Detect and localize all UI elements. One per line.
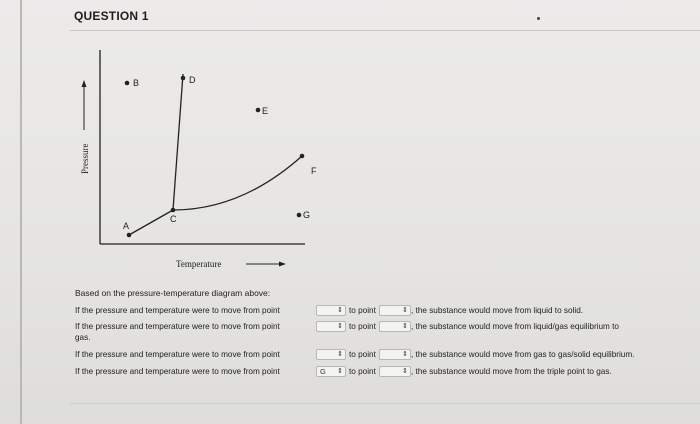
updown-arrows-icon: ⇕ bbox=[402, 307, 408, 314]
vaporization-curve bbox=[173, 156, 302, 210]
updown-arrows-icon: ⇕ bbox=[337, 351, 343, 358]
row-4-to-select[interactable] bbox=[379, 366, 411, 377]
row-1-to-select[interactable] bbox=[379, 305, 411, 316]
row-2-to-select[interactable] bbox=[379, 321, 411, 332]
melting-curve bbox=[173, 74, 183, 210]
point-e-label: E bbox=[262, 106, 269, 116]
row-3-to-select[interactable] bbox=[379, 349, 411, 360]
bottom-divider bbox=[70, 403, 700, 404]
row-4-prefix: If the pressure and temperature were to move from point bbox=[75, 367, 280, 376]
row-1-prefix: If the pressure and temperature were to move from point bbox=[75, 306, 280, 315]
phase-diagram bbox=[70, 38, 330, 278]
row-3-suffix: , the substance would move from gas to gas/solid equilibrium. bbox=[411, 350, 635, 359]
row-4-from-value: G bbox=[320, 367, 326, 376]
point-b-marker bbox=[125, 81, 130, 86]
stray-dot bbox=[537, 17, 540, 20]
row-2-suffix: , the substance would move from liquid/gas equilibrium to bbox=[411, 322, 619, 331]
updown-arrows-icon: ⇕ bbox=[337, 323, 343, 330]
x-axis-label: Temperature bbox=[176, 259, 222, 269]
row-2-from-select[interactable] bbox=[316, 321, 346, 332]
top-divider bbox=[70, 30, 700, 31]
row-3-prefix: If the pressure and temperature were to move from point bbox=[75, 350, 280, 359]
point-e-marker bbox=[256, 108, 261, 113]
row-1-middle: to point bbox=[349, 306, 376, 315]
updown-arrows-icon: ⇕ bbox=[402, 351, 408, 358]
point-g-marker bbox=[297, 213, 302, 218]
point-b-label: B bbox=[133, 78, 140, 88]
point-g-label: G bbox=[303, 210, 311, 220]
point-d-marker bbox=[181, 76, 186, 81]
point-c-label: C bbox=[170, 214, 177, 224]
row-1-from-select[interactable] bbox=[316, 305, 346, 316]
row-4-suffix: , the substance would move from the triple point to gas. bbox=[411, 367, 612, 376]
point-f-label: F bbox=[311, 166, 317, 176]
sublimation-curve bbox=[129, 210, 173, 235]
y-axis-arrowhead bbox=[82, 80, 87, 87]
row-3-from-select[interactable] bbox=[316, 349, 346, 360]
point-c-marker bbox=[171, 208, 176, 213]
y-axis-label: Pressure bbox=[80, 143, 90, 174]
updown-arrows-icon: ⇕ bbox=[337, 307, 343, 314]
updown-arrows-icon: ⇕ bbox=[402, 368, 408, 375]
row-2-middle: to point bbox=[349, 322, 376, 331]
x-axis-arrowhead bbox=[279, 262, 286, 267]
left-border bbox=[20, 0, 22, 424]
row-3-middle: to point bbox=[349, 350, 376, 359]
row-2-prefix: If the pressure and temperature were to move from point bbox=[75, 322, 280, 331]
updown-arrows-icon: ⇕ bbox=[402, 323, 408, 330]
point-d-label: D bbox=[189, 75, 196, 85]
question-title: QUESTION 1 bbox=[74, 9, 149, 23]
point-f-marker bbox=[300, 154, 305, 159]
point-a-marker bbox=[127, 233, 132, 238]
row-4-middle: to point bbox=[349, 367, 376, 376]
point-a-label: A bbox=[123, 221, 130, 231]
row-4-from-select[interactable] bbox=[316, 366, 346, 377]
updown-arrows-icon: ⇕ bbox=[337, 368, 343, 375]
row-2-wrap: gas. bbox=[75, 333, 91, 342]
row-1-suffix: , the substance would move from liquid to solid. bbox=[411, 306, 584, 315]
question-prompt: Based on the pressure-temperature diagram above: bbox=[75, 288, 271, 298]
